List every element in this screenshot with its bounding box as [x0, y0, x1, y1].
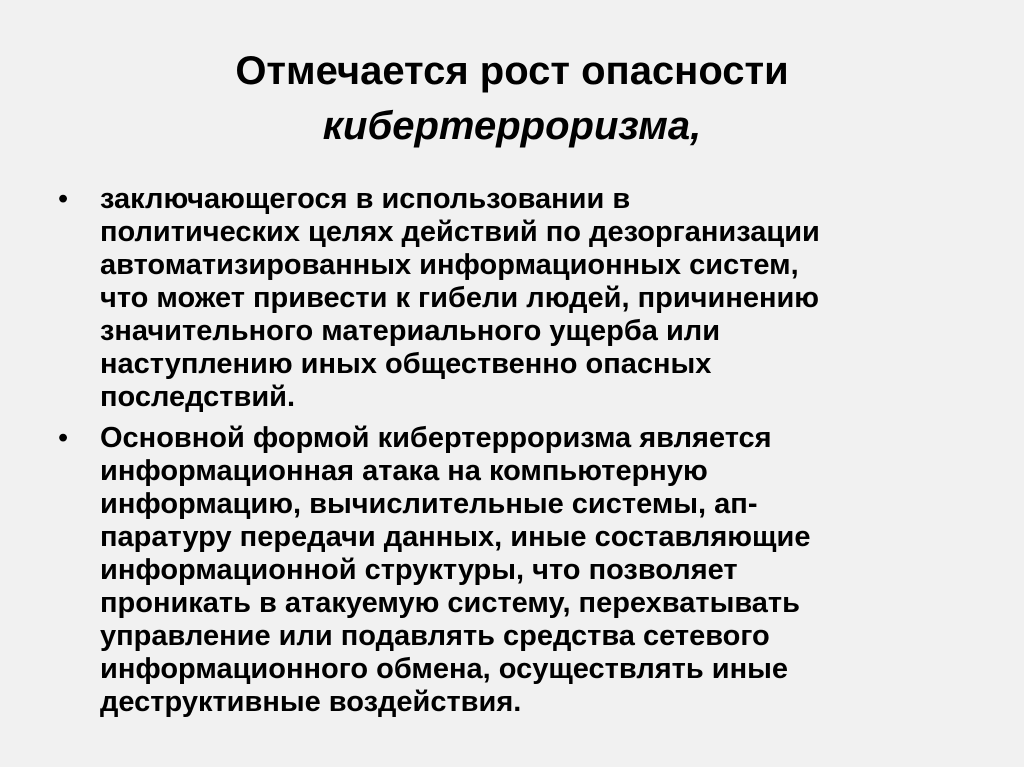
- slide-title: [0, 44, 1024, 154]
- bullet-2-line-6: проникать в атакуемую систему, перехватывать: [100, 587, 800, 619]
- bullet-1-line-6: наступлению иных общественно опасных: [100, 348, 712, 380]
- bullet-1-line-2: политических целях действий по дезорганизации: [100, 216, 820, 248]
- bullet-1-line-3: автоматизированных информационных систем,: [100, 249, 799, 281]
- title-line-2: кибертерроризма,: [322, 104, 702, 148]
- bullet-item-2: [58, 422, 958, 719]
- bullet-mark-icon: •: [58, 422, 69, 454]
- bullet-item-1: [58, 183, 958, 414]
- bullet-1-line-1: заключающегося в использовании в: [100, 183, 631, 215]
- bullet-2-line-7: управление или подавлять средства сетевого: [100, 620, 770, 652]
- bullet-2-line-5: информационной структуры, что позволяет: [100, 554, 738, 586]
- bullet-1-line-4: что может привести к гибели людей, причинению: [100, 282, 820, 314]
- bullet-2-line-2: информационная атака на компьютерную: [100, 455, 708, 487]
- bullet-mark-icon: •: [58, 183, 69, 215]
- bullet-list: [58, 183, 958, 727]
- bullet-1-line-5: значительного материального ущерба или: [100, 315, 721, 347]
- bullet-2-line-9: деструктивные воздействия.: [100, 686, 522, 718]
- bullet-1-line-7: последствий.: [100, 381, 296, 413]
- bullet-2-line-3: информацию, вычислительные системы, ап-: [100, 488, 758, 520]
- bullet-2-line-8: информационного обмена, осуществлять иные: [100, 653, 788, 685]
- bullet-2-line-1: Основной формой кибертерроризма является: [100, 422, 772, 454]
- bullet-2-line-4: паратуру передачи данных, иные составляющие: [100, 521, 811, 553]
- title-line-1: Отмечается рост опасности: [235, 49, 789, 93]
